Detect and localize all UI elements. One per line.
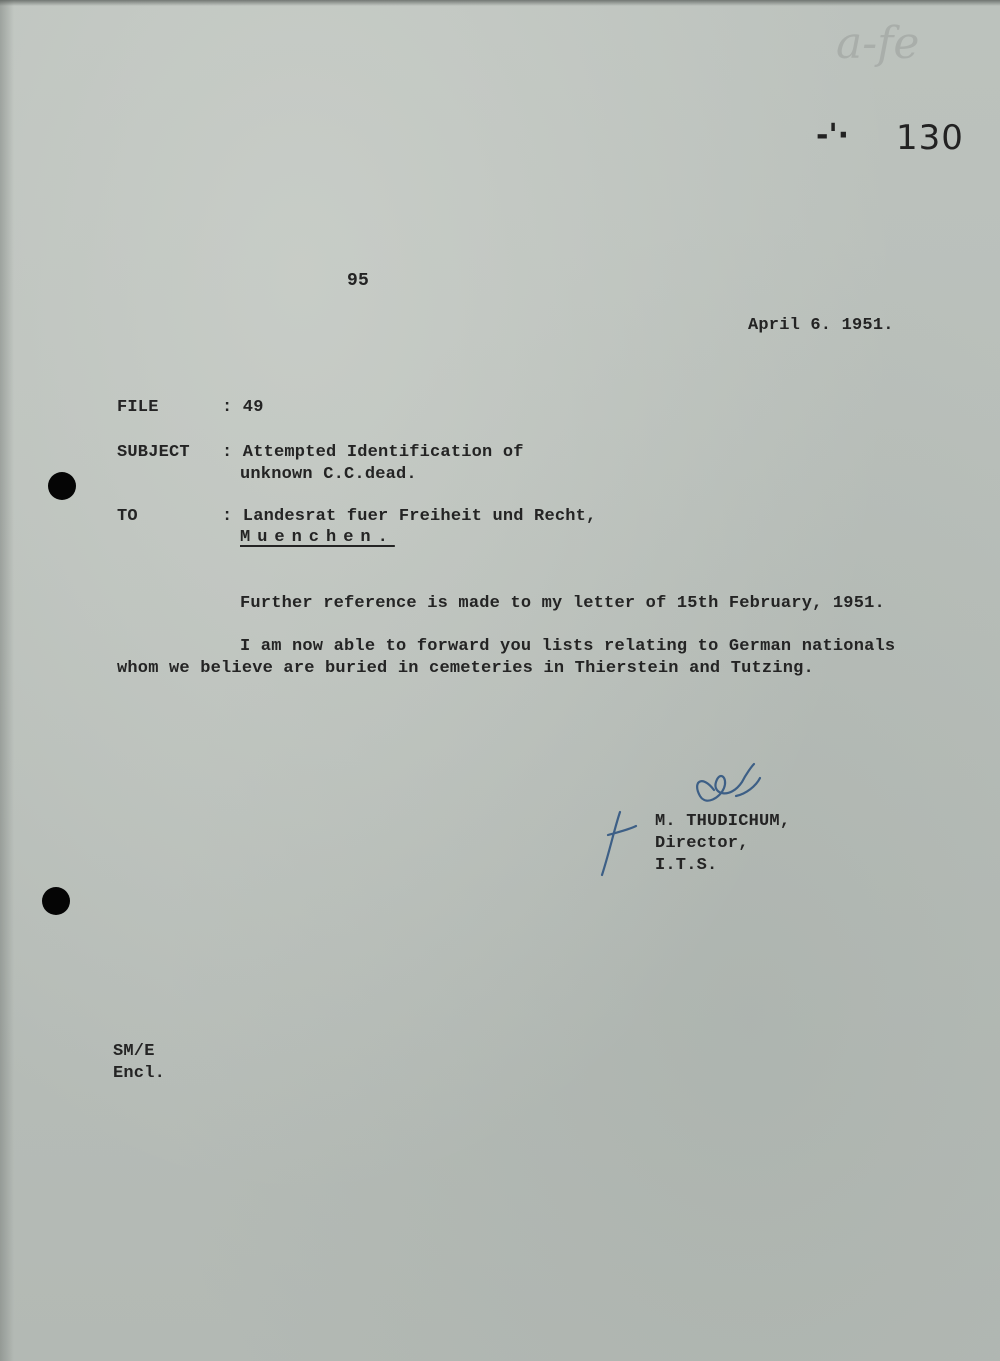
file-value: : 49 [222,398,264,417]
punch-hole-bottom [42,887,70,915]
signatory-organization: I.T.S. [655,856,718,875]
subject-label: SUBJECT [117,443,190,462]
punch-hole-top [48,472,76,500]
page-edge-left [0,0,14,1361]
file-label: FILE [117,398,159,417]
enclosure-note: Encl. [113,1064,166,1083]
dash-mark: -'· [816,118,850,153]
to-label: TO [117,507,138,526]
signatory-title: Director, [655,834,749,853]
subject-line-1: : Attempted Identification of [222,443,524,462]
reference-initials: SM/E [113,1042,155,1061]
subject-line-2: unknown C.C.dead. [240,465,417,484]
letter-date: April 6. 1951. [748,316,894,335]
page-number-stamp: 130 [896,118,964,158]
pencil-annotation: a-fe [836,18,920,69]
page-edge-top [0,0,1000,6]
signatory-name: M. THUDICHUM, [655,812,791,831]
body-paragraph-2-line-1: I am now able to forward you lists relating to German nationals [240,637,896,656]
body-paragraph-1: Further reference is made to my letter of 15th February, 1951. [240,594,885,613]
to-line-2: Muenchen. [240,528,395,547]
body-paragraph-2-line-2: whom we believe are buried in cemeteries in Thierstein and Tutzing. [117,659,814,678]
folio-number: 95 [347,271,370,291]
to-line-1: : Landesrat fuer Freiheit und Recht, [222,507,597,526]
